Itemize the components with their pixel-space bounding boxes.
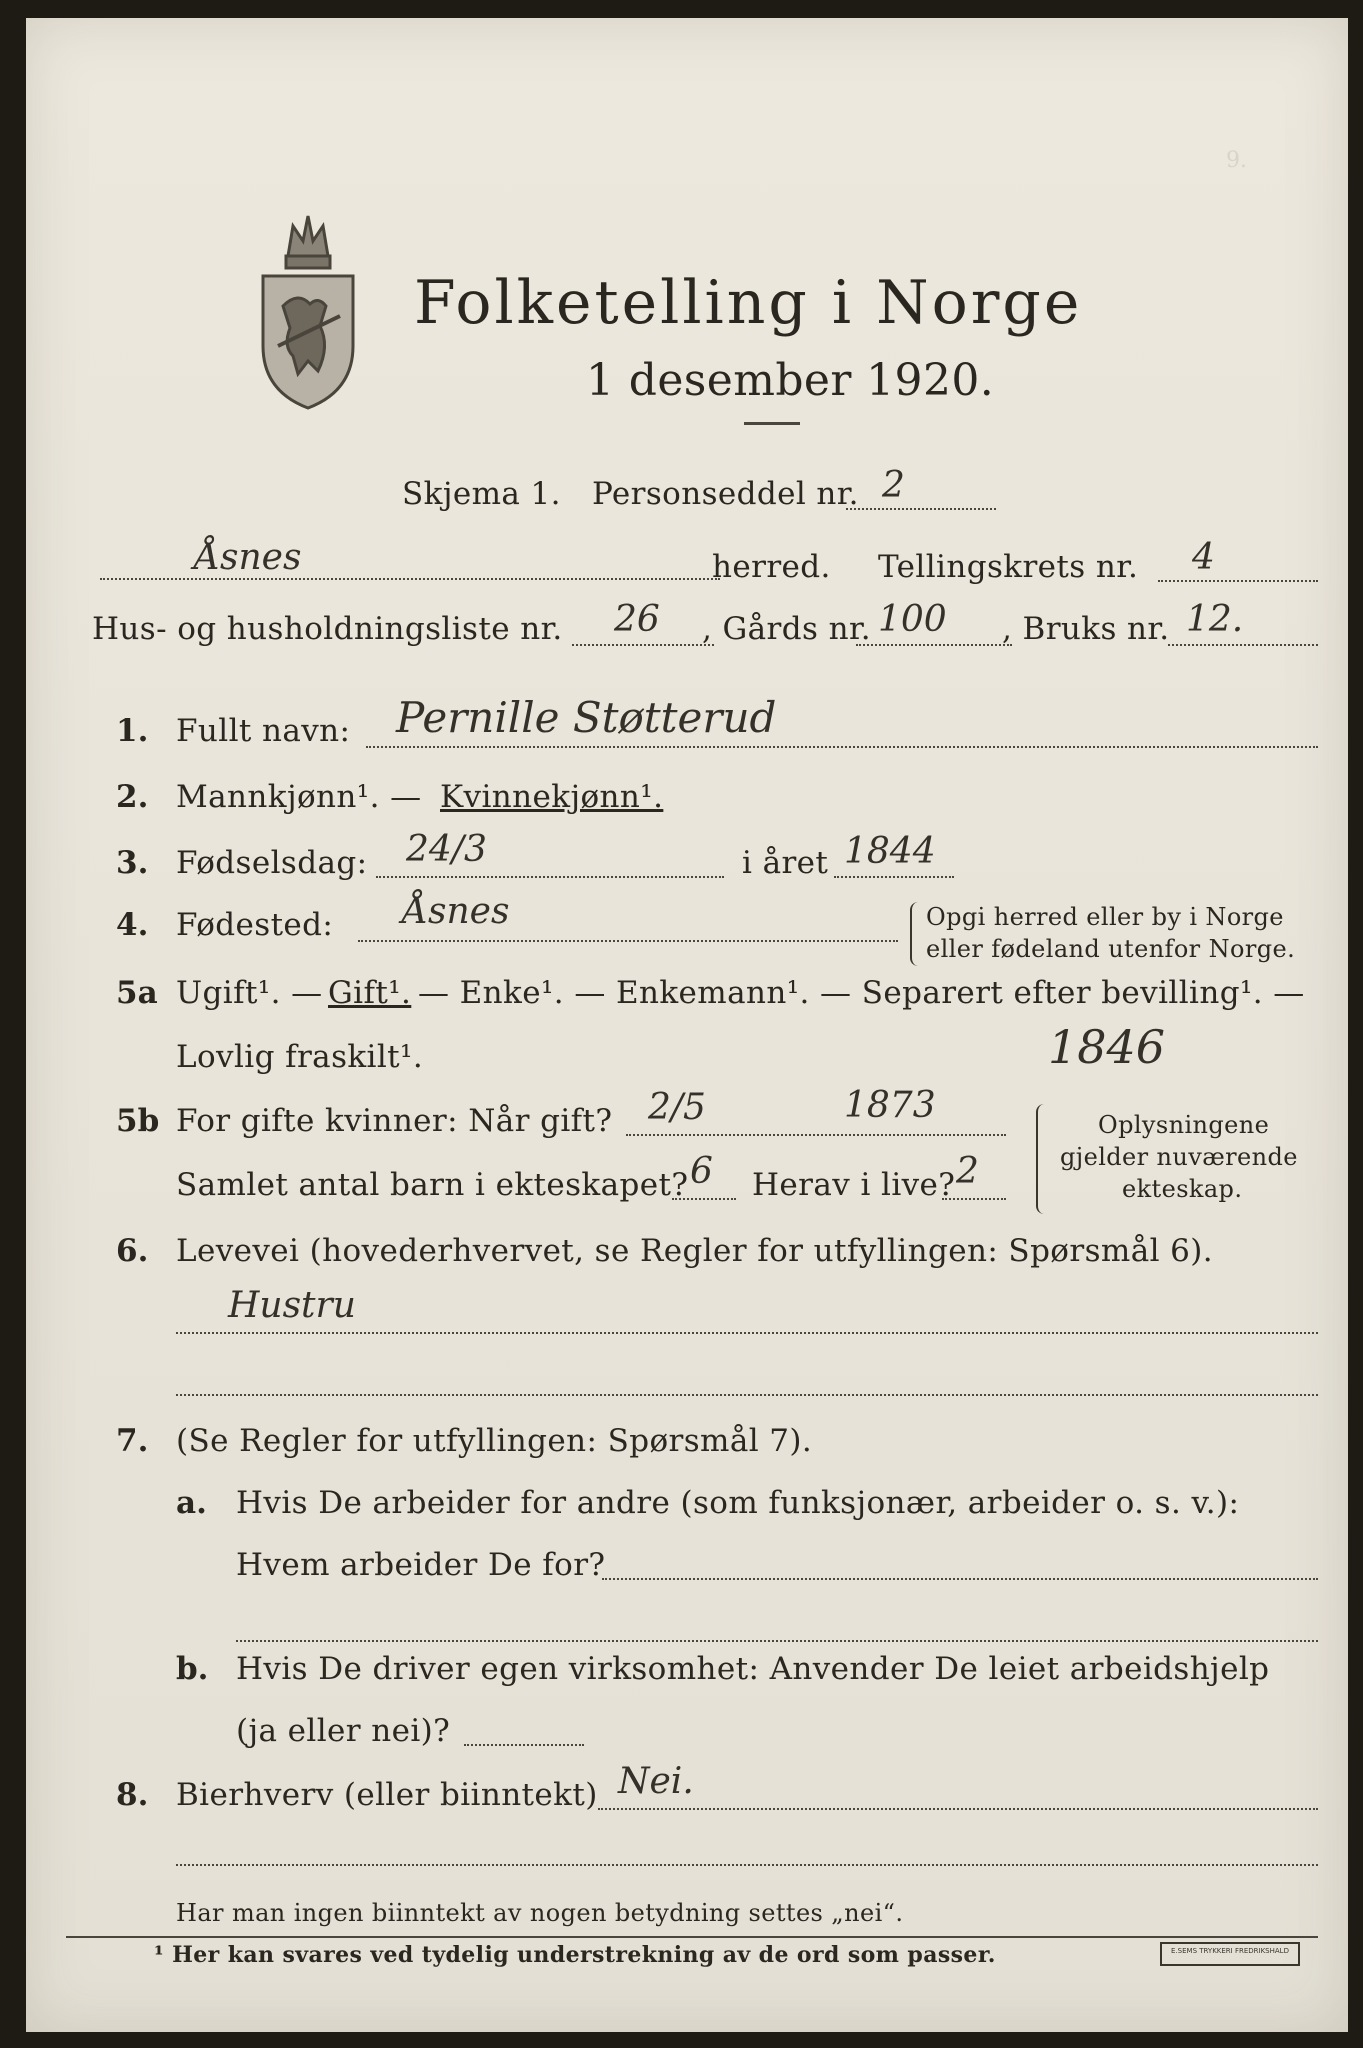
q7-number: 7. xyxy=(116,1423,149,1459)
birth-year-value: 1844 xyxy=(844,831,936,872)
q5a-number: 5a xyxy=(116,975,158,1011)
occupation-line-2 xyxy=(176,1394,1318,1396)
q7a-letter: a. xyxy=(176,1485,207,1521)
full-name-value: Pernille Støtterud xyxy=(396,693,777,742)
birth-year-label: i året xyxy=(742,845,829,881)
q1-label: Fullt navn: xyxy=(176,713,351,749)
personseddel-line xyxy=(846,508,996,510)
occupation-line-1 xyxy=(176,1332,1318,1334)
children-label: Samlet antal barn i ekteskapet? xyxy=(176,1167,689,1203)
herred-label: herred. xyxy=(712,549,831,585)
birth-year-line xyxy=(834,876,954,878)
marriage-note-1: Oplysningene xyxy=(1098,1111,1270,1139)
birthdate-line xyxy=(376,876,724,878)
tellingskrets-value: 4 xyxy=(1192,537,1215,578)
married-date-value: 2/5 xyxy=(648,1087,706,1128)
q8-number: 8. xyxy=(116,1777,149,1813)
marital-status-options: — Enke¹. — Enkemann¹. — Separert efter bevilling¹. — xyxy=(418,975,1305,1011)
children-value: 6 xyxy=(690,1151,713,1192)
alive-value: 2 xyxy=(956,1151,979,1192)
birthplace-value: Åsnes xyxy=(402,891,510,932)
birthplace-note-2: eller fødeland utenfor Norge. xyxy=(926,935,1296,963)
q1-number: 1. xyxy=(116,713,149,749)
married-option-underlined: Gift¹. xyxy=(328,975,412,1011)
gards-label: , Gårds nr. xyxy=(702,611,872,647)
q7b-answer-line xyxy=(464,1744,584,1746)
q7b-question: Hvis De driver egen virksomhet: Anvender De leiet arbeidshjelp xyxy=(236,1651,1270,1687)
census-form-sheet xyxy=(26,18,1348,2032)
q7-label: (Se Regler for utfyllingen: Spørsmål 7). xyxy=(176,1423,813,1459)
female-option-underlined: Kvinnekjønn¹. xyxy=(440,779,664,815)
alive-line xyxy=(942,1198,1006,1200)
q7b-letter: b. xyxy=(176,1651,209,1687)
side-income-line-1 xyxy=(598,1808,1318,1810)
married-when-label: For gifte kvinner: Når gift? xyxy=(176,1103,613,1139)
employer-line-1 xyxy=(602,1578,1318,1580)
q2-number: 2. xyxy=(116,779,149,815)
q6-number: 6. xyxy=(116,1233,149,1269)
divorced-option: Lovlig fraskilt¹. xyxy=(176,1039,424,1075)
tellingskrets-label: Tellingskrets nr. xyxy=(878,549,1139,585)
footer-rule xyxy=(66,1936,1318,1938)
bruks-label: , Bruks nr. xyxy=(1002,611,1170,647)
printer-stamp: E.SEMS TRYKKERI FREDRIKSHALD xyxy=(1160,1942,1300,1966)
birthplace-note-1: Opgi herred eller by i Norge xyxy=(926,903,1284,931)
census-date: 1 desember 1920. xyxy=(586,355,995,406)
birthplace-line xyxy=(358,940,898,942)
personseddel-value: 2 xyxy=(882,465,905,506)
husholdning-label: Hus- og husholdningsliste nr. xyxy=(92,611,563,647)
side-income-label: Bierhverv (eller biinntekt) xyxy=(176,1777,598,1813)
husholdning-line xyxy=(572,644,714,646)
q7a-employer-label: Hvem arbeider De for? xyxy=(236,1547,606,1583)
bruks-line xyxy=(1168,644,1318,646)
schema-label: Skjema 1. xyxy=(402,476,561,512)
title-divider xyxy=(744,422,800,425)
married-year-value: 1873 xyxy=(844,1085,936,1126)
q7a-question: Hvis De arbeider for andre (som funksjonær, arbeider o. s. v.): xyxy=(236,1485,1240,1521)
q5b-number: 5b xyxy=(116,1103,160,1139)
married-when-line xyxy=(626,1134,1006,1136)
birthplace-note-brace xyxy=(910,902,922,966)
q7b-answer-label: (ja eller nei)? xyxy=(236,1713,451,1749)
q3-number: 3. xyxy=(116,845,149,881)
marriage-note-brace xyxy=(1036,1104,1048,1214)
male-option: Mannkjønn¹. — xyxy=(176,779,422,815)
bruks-value: 12. xyxy=(1186,599,1244,640)
gards-value: 100 xyxy=(878,599,947,640)
alive-label: Herav i live? xyxy=(752,1167,956,1203)
herred-line xyxy=(100,578,720,580)
husholdning-value: 26 xyxy=(614,599,660,640)
footnote: ¹ Her kan svares ved tydelig understrekning av de ord som passer. xyxy=(154,1942,996,1968)
personseddel-label: Personseddel nr. xyxy=(592,476,859,512)
birthdate-value: 24/3 xyxy=(406,829,487,870)
side-income-line-2 xyxy=(176,1864,1318,1866)
full-name-line xyxy=(366,746,1318,748)
side-income-note: Har man ingen biinntekt av nogen betydning settes „nei“. xyxy=(176,1899,904,1927)
norway-coat-of-arms-icon xyxy=(248,196,368,412)
form-title: Folketelling i Norge xyxy=(414,268,1083,338)
q4-number: 4. xyxy=(116,907,149,943)
side-income-value: Nei. xyxy=(618,1761,694,1802)
gards-line xyxy=(856,644,1012,646)
marital-annotation: 1846 xyxy=(1048,1020,1166,1074)
children-line xyxy=(672,1198,736,1200)
marriage-note-2: gjelder nuværende xyxy=(1060,1143,1298,1171)
bleed-through-text: 9. xyxy=(1226,148,1247,173)
tellingskrets-line xyxy=(1158,580,1318,582)
unmarried-option: Ugift¹. — xyxy=(176,975,323,1011)
herred-value: Åsnes xyxy=(194,537,302,578)
employer-line-2 xyxy=(236,1640,1318,1642)
birthplace-label: Fødested: xyxy=(176,907,334,943)
occupation-value: Hustru xyxy=(228,1285,356,1326)
birthdate-label: Fødselsdag: xyxy=(176,845,368,881)
marriage-note-3: ekteskap. xyxy=(1122,1175,1243,1203)
occupation-label: Levevei (hovederhvervet, se Regler for utfyllingen: Spørsmål 6). xyxy=(176,1233,1214,1269)
